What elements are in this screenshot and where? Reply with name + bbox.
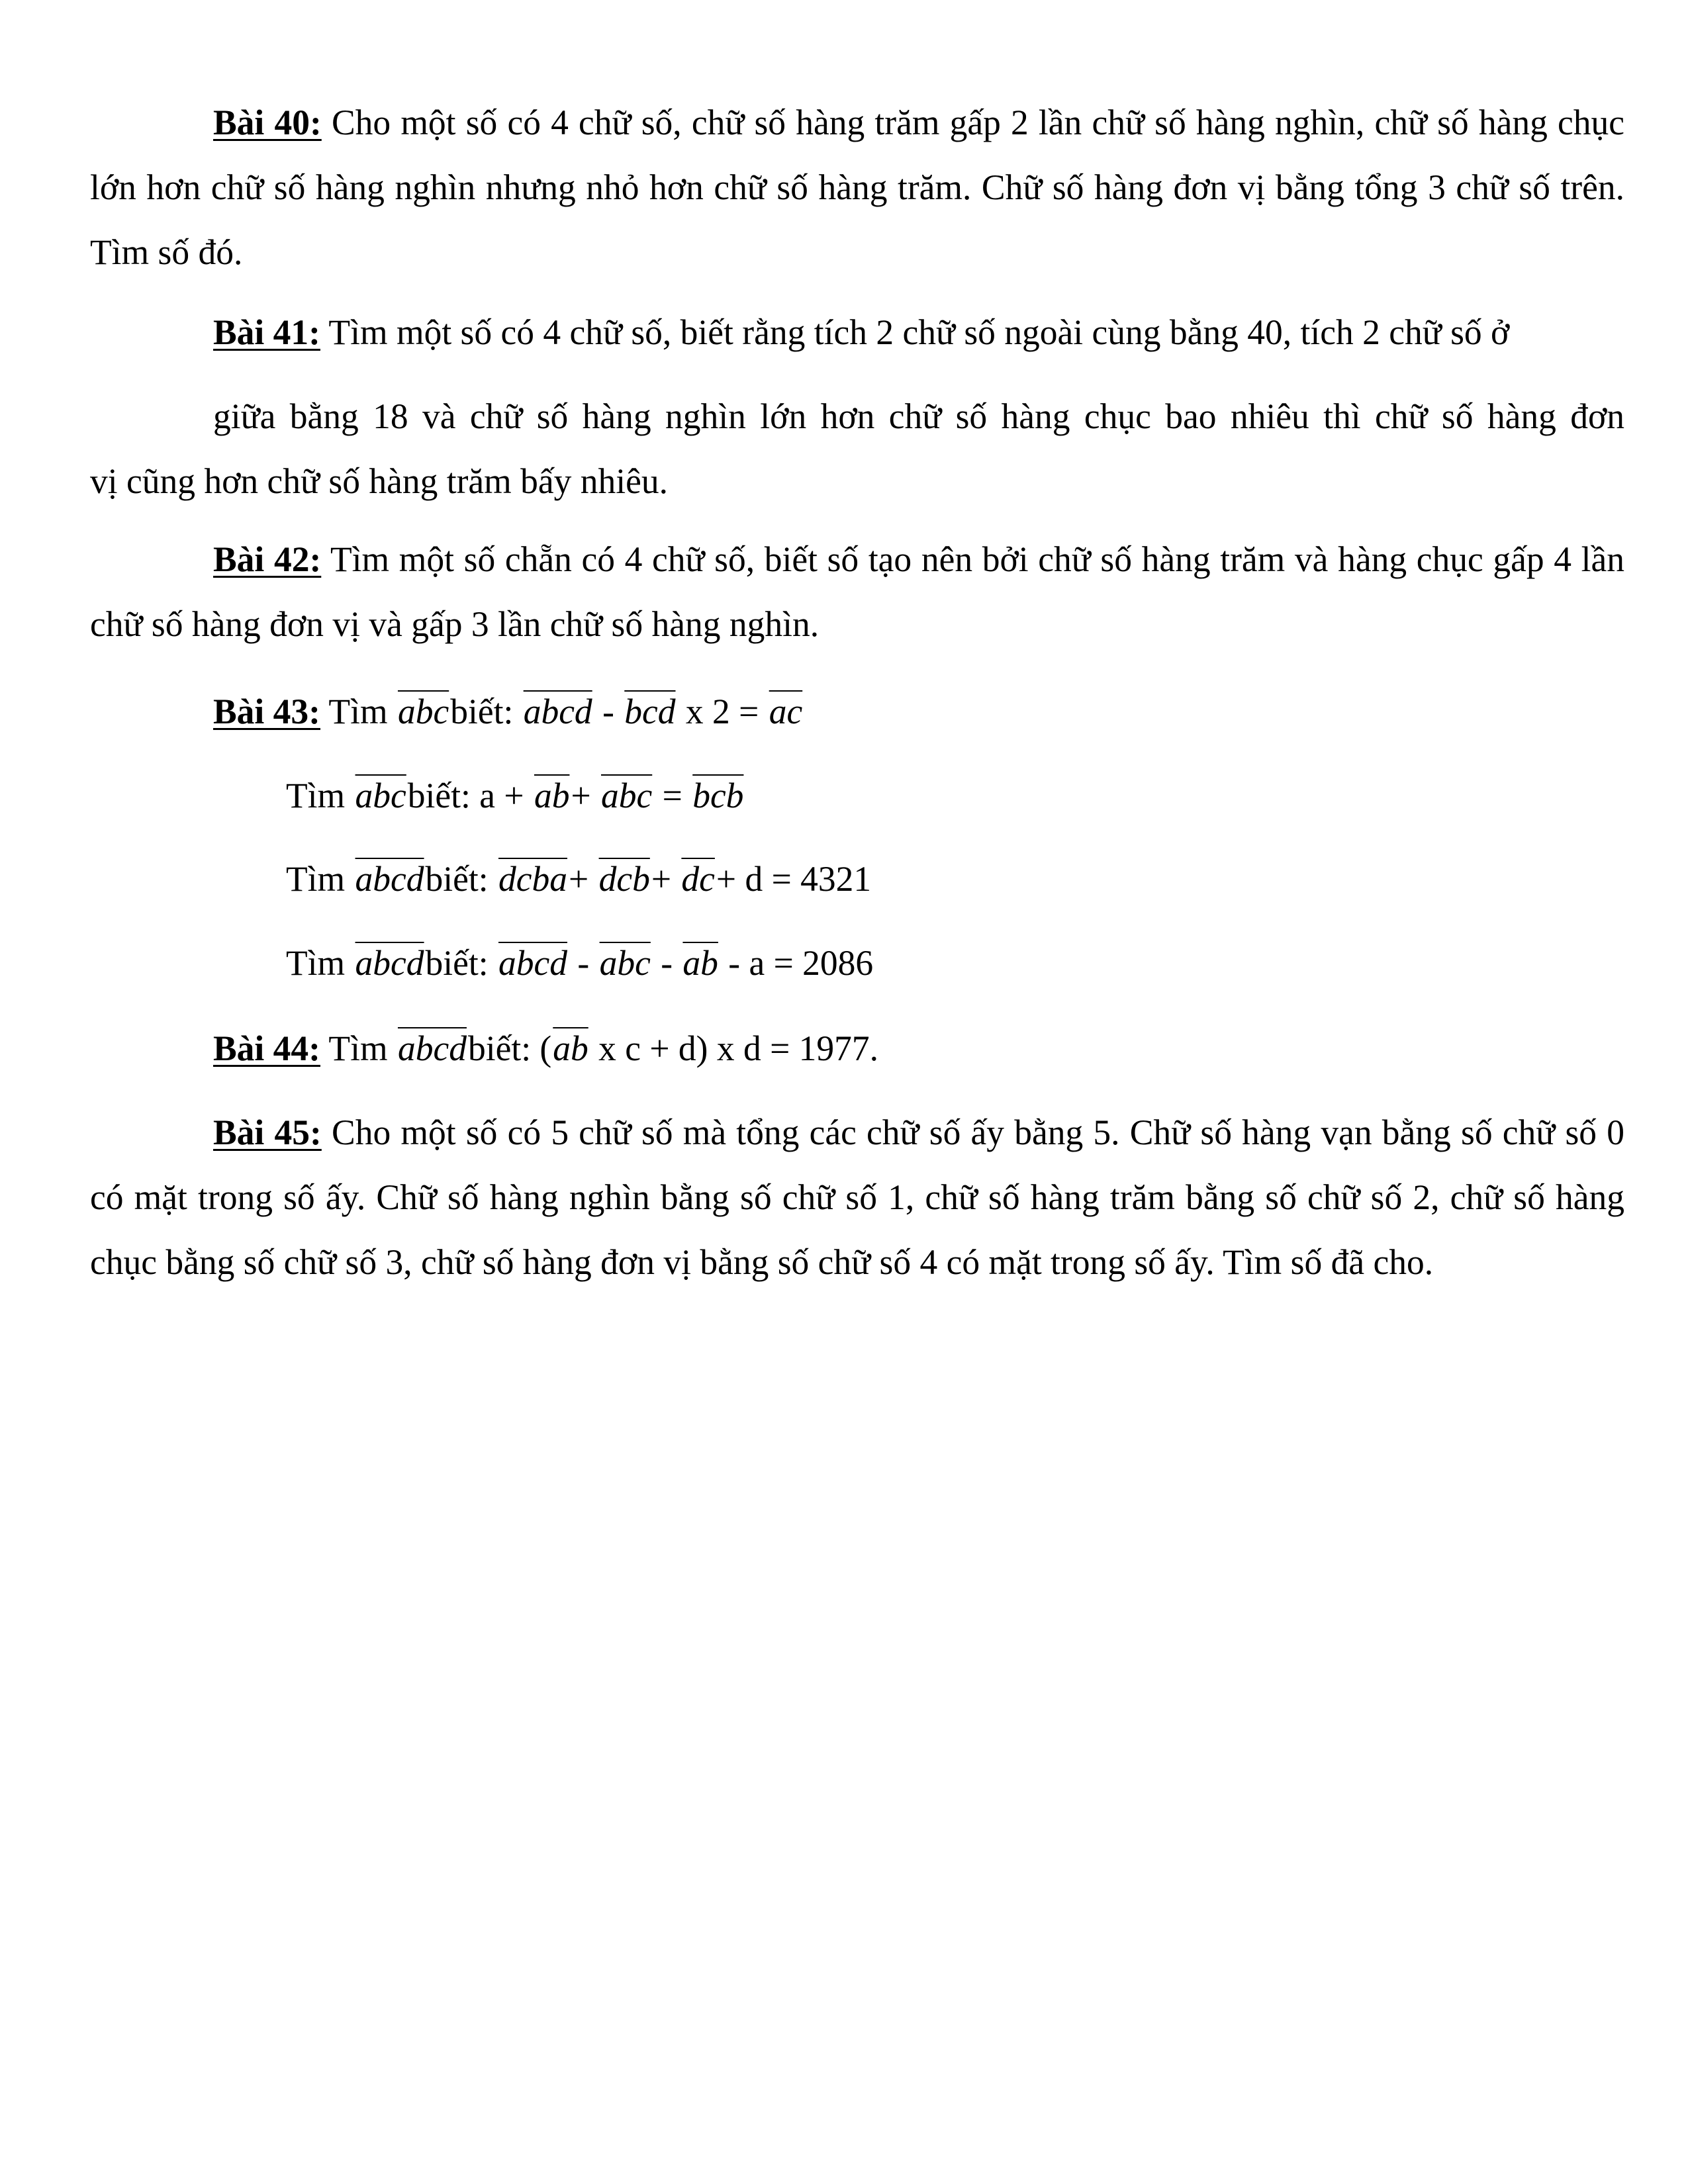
overline-term: $\overline{abc}$	[601, 776, 653, 815]
problem-label: Bài 44:	[213, 1028, 320, 1068]
overline-term: $\overline{ab}$	[534, 776, 570, 815]
biet-word: biết:	[450, 692, 514, 731]
problem-41-line-2: giữa bằng 18 và chữ số hàng nghìn lớn hơn chữ số hàng chục bao nhiêu thì chữ số hàng đơn	[213, 396, 1624, 436]
tim-word: Tìm	[328, 1028, 388, 1068]
document-page	[90, 0, 1624, 2184]
biet-word: biết: a +	[407, 776, 524, 815]
operator: -	[661, 943, 673, 983]
problem-43-line-3	[286, 856, 871, 902]
problem-label: Bài 43:	[213, 692, 320, 731]
overline-term: $\overline{ac}$	[769, 692, 803, 731]
biet-word: biết:	[425, 943, 489, 983]
overline-term: $\overline{bcb}$	[692, 776, 744, 815]
operator: +	[651, 859, 672, 899]
overline-term: abcd	[523, 692, 592, 731]
problem-43-line-4	[286, 940, 873, 986]
biet-word: biết:	[425, 859, 489, 899]
expression-tail: x 2 =	[685, 692, 759, 731]
overline-term: $\overline{dc}$	[681, 859, 715, 899]
problem-43-line-1	[213, 688, 804, 735]
tim-word: Tìm	[286, 943, 346, 983]
problem-44	[213, 1025, 878, 1071]
tim-word: Tìm	[286, 776, 346, 815]
tim-word: Tìm	[328, 692, 388, 731]
problem-label: Bài 45:	[213, 1113, 322, 1152]
biet-word: biết: (	[467, 1028, 552, 1068]
overline-term: $\overline{bcd}$	[624, 692, 676, 731]
problem-label: Bài 42:	[213, 539, 322, 579]
problem-text: Cho một số có 5 chữ số mà tổng các chữ số ấy bằng 5. Chữ số hàng vạn bằng số chữ số 0 có mặt trong số ấy. Chữ số hàng nghìn bằng số chữ số 1, chữ số hàng trăm bằng số chữ số 2, chữ số hàng chục bằng số chữ số 3, chữ số hàng đơn vị bằng số chữ số 4 có mặt trong số ấy. Tìm số đã cho.	[90, 1113, 1624, 1282]
overline-term: abcd	[397, 1028, 467, 1068]
overline-term: abcd	[355, 859, 424, 899]
overline-term: $\overline{dcb}$	[598, 859, 650, 899]
problem-40	[90, 90, 1624, 285]
overline-term: $\overline{ab}$	[553, 1028, 588, 1068]
expression-tail: x c + d) x d = 1977.	[598, 1028, 879, 1068]
operator: +	[571, 776, 591, 815]
operator: =	[662, 776, 682, 815]
operator: +	[569, 859, 589, 899]
problem-text: Cho một số có 4 chữ số, chữ số hàng trăm gấp 2 lần chữ số hàng nghìn, chữ số hàng chục lớn hơn chữ số hàng nghìn nhưng nhỏ hơn chữ số hàng trăm. Chữ số hàng đơn vị bằng tổng 3 chữ số trên. Tìm số đó.	[90, 103, 1625, 272]
problem-text-line-1: Tìm một số có 4 chữ số, biết rằng tích 2 chữ số ngoài cùng bằng 40, tích 2 chữ số ở	[328, 312, 1510, 352]
expression-tail: + d = 4321	[716, 859, 872, 899]
tim-word: Tìm	[286, 859, 346, 899]
overline-term: $\overline{abc}$	[599, 943, 651, 983]
overline-term: abcd	[355, 943, 424, 983]
problem-43-line-2	[286, 772, 745, 819]
problem-label: Bài 40:	[213, 103, 322, 142]
problem-42	[90, 527, 1624, 657]
problem-41	[90, 300, 1510, 365]
problem-label: Bài 41:	[213, 312, 320, 352]
problem-45	[90, 1100, 1624, 1295]
problem-text: Tìm một số chẵn có 4 chữ số, biết số tạo nên bởi chữ số hàng trăm và hàng chục gấp 4 lần chữ số hàng đơn vị và gấp 3 lần chữ số hàng nghìn.	[90, 539, 1624, 644]
operator: -	[602, 692, 614, 731]
overline-term: $\overline{abc}$	[397, 692, 449, 731]
operator: -	[577, 943, 590, 983]
overline-term: dcba	[498, 859, 568, 899]
expression-tail: - a = 2086	[728, 943, 874, 983]
overline-term: $\overline{abc}$	[355, 776, 406, 815]
problem-41-line-3: vị cũng hơn chữ số hàng trăm bấy nhiêu.	[90, 461, 668, 501]
overline-term: $\overline{ab}$	[682, 943, 718, 983]
overline-term: abcd	[498, 943, 568, 983]
